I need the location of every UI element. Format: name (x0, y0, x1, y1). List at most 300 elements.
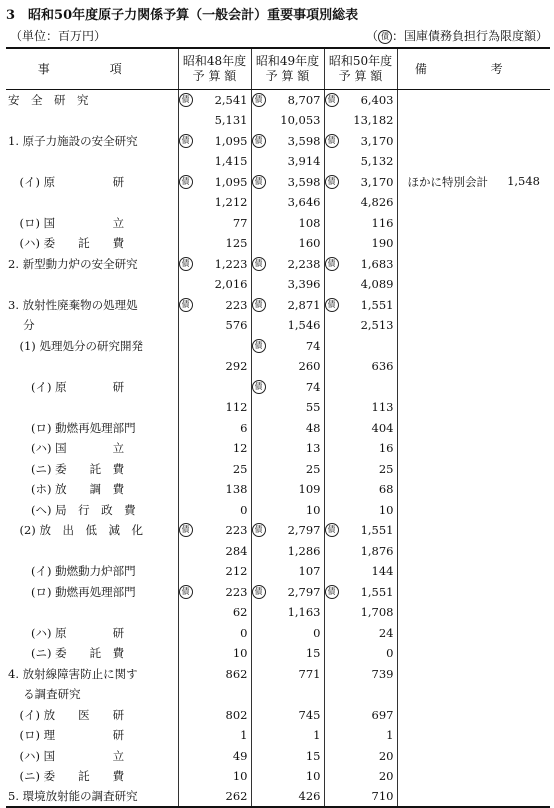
table-row (6, 459, 550, 480)
amount-value: 739 (371, 666, 394, 681)
table-row (6, 500, 550, 521)
row-value-y2 (251, 131, 324, 152)
amount-value: 2,871 (287, 297, 321, 312)
row-item-label: 3. 放射性廃棄物の処理処 (6, 295, 178, 316)
row-remark (397, 254, 550, 275)
amount-value: 0 (313, 625, 321, 640)
unit-note: （単位：百万円） (10, 29, 107, 43)
amount-value: 697 (371, 707, 394, 722)
row-value-y3 (324, 705, 397, 726)
row-remark (397, 110, 550, 131)
row-value-y3 (324, 541, 397, 562)
row-value-y1 (178, 602, 251, 623)
debt-mark: 債 (325, 585, 339, 599)
row-value-y1 (178, 397, 251, 418)
row-value-y3 (324, 643, 397, 664)
amount-value: 284 (225, 543, 248, 558)
amount-value: 138 (225, 482, 248, 497)
amount-value: 212 (225, 564, 248, 579)
debt-mark: 債 (325, 257, 339, 271)
row-value-y2 (251, 213, 324, 234)
row-value-y2 (251, 643, 324, 664)
row-item-label: (ハ) 国 立 (6, 438, 178, 459)
row-item-label (6, 397, 178, 418)
row-value-y2 (251, 684, 324, 705)
row-value-y1 (178, 664, 251, 685)
row-value-y3 (324, 356, 397, 377)
table-row (6, 561, 550, 582)
row-value-y2 (251, 336, 324, 357)
row-item-label (6, 541, 178, 562)
amount-value: 3,396 (287, 277, 321, 292)
row-value-y2 (251, 787, 324, 808)
row-item-label: 2. 新型動力炉の安全研究 (6, 254, 178, 275)
amount-value: 108 (298, 215, 321, 230)
amount-value: 636 (371, 359, 394, 374)
amount-value: 1,286 (287, 543, 321, 558)
row-item-label: (ロ) 理 研 (6, 725, 178, 746)
row-remark (397, 787, 550, 808)
row-value-y1 (178, 356, 251, 377)
amount-value: 10 (378, 502, 394, 517)
amount-value: 8,707 (287, 93, 321, 107)
row-value-y3 (324, 664, 397, 685)
amount-value: 2,797 (287, 523, 321, 538)
remark-text: ほかに特別会計 (407, 174, 488, 189)
row-value-y1 (178, 479, 251, 500)
table-row (6, 397, 550, 418)
debt-mark: 債 (252, 523, 266, 537)
row-value-y3 (324, 274, 397, 295)
row-value-y2 (251, 766, 324, 787)
row-value-y1 (178, 459, 251, 480)
amount-value: 10 (305, 502, 321, 517)
row-value-y1 (178, 295, 251, 316)
amount-value: 20 (378, 769, 394, 784)
row-value-y2 (251, 315, 324, 336)
header-remarks: 備 考 (397, 48, 550, 90)
row-item-label: (ヘ) 局 行 政 費 (6, 500, 178, 521)
row-value-y2 (251, 725, 324, 746)
amount-value: 74 (305, 379, 321, 394)
amount-value: 6 (240, 420, 248, 435)
amount-value: 1,415 (214, 154, 248, 169)
header-fy50: 昭和50年度 予 算 額 (324, 48, 397, 90)
row-remark (397, 131, 550, 152)
row-item-label: (ニ) 委 託 費 (6, 643, 178, 664)
amount-value: 745 (298, 707, 321, 722)
row-remark (397, 664, 550, 685)
row-value-y2 (251, 500, 324, 521)
row-value-y1 (178, 643, 251, 664)
row-value-y3 (324, 459, 397, 480)
header-fy48: 昭和48年度 予 算 額 (178, 48, 251, 90)
amount-value: 2,238 (287, 256, 321, 271)
amount-value: 25 (305, 461, 321, 476)
row-value-y1 (178, 561, 251, 582)
table-row (6, 110, 550, 131)
remark-value: 1,548 (507, 173, 540, 188)
amount-value: 74 (305, 338, 321, 353)
row-item-label: 4. 放射線障害防止に関す (6, 664, 178, 685)
table-row (6, 582, 550, 603)
row-item-label: る調査研究 (6, 684, 178, 705)
row-value-y2 (251, 151, 324, 172)
table-row (6, 602, 550, 623)
row-value-y3 (324, 110, 397, 131)
row-value-y3 (324, 172, 397, 193)
row-item-label (6, 274, 178, 295)
row-value-y3 (324, 295, 397, 316)
amount-value: 0 (240, 502, 248, 517)
row-value-y1 (178, 438, 251, 459)
row-value-y2 (251, 110, 324, 131)
amount-value: 223 (225, 297, 248, 312)
row-remark (397, 623, 550, 644)
row-remark (397, 643, 550, 664)
row-remark (397, 438, 550, 459)
row-remark (397, 479, 550, 500)
debt-mark: 債 (325, 175, 339, 189)
amount-value: 6,403 (360, 93, 394, 107)
row-value-y2 (251, 438, 324, 459)
row-item-label (6, 356, 178, 377)
row-value-y1 (178, 151, 251, 172)
row-value-y1 (178, 274, 251, 295)
table-row (6, 213, 550, 234)
amount-value: 49 (232, 748, 248, 763)
header-fy49: 昭和49年度 予 算 額 (251, 48, 324, 90)
row-value-y2 (251, 254, 324, 275)
row-value-y2 (251, 377, 324, 398)
amount-value: 25 (232, 461, 248, 476)
amount-value: 862 (225, 666, 248, 681)
amount-value: 3,598 (287, 174, 321, 189)
amount-value: 1,551 (360, 523, 394, 538)
row-remark (397, 90, 550, 111)
row-value-y1 (178, 746, 251, 767)
row-value-y2 (251, 479, 324, 500)
row-value-y2 (251, 602, 324, 623)
table-row (6, 418, 550, 439)
row-value-y1 (178, 377, 251, 398)
row-item-label: (イ) 原 研 (6, 172, 178, 193)
row-remark (397, 500, 550, 521)
row-value-y2 (251, 397, 324, 418)
table-row (6, 377, 550, 398)
amount-value: 25 (378, 461, 394, 476)
row-item-label: (2) 放 出 低 減 化 (6, 520, 178, 541)
debt-mark: 債 (179, 134, 193, 148)
row-item-label (6, 151, 178, 172)
row-remark (397, 602, 550, 623)
row-value-y2 (251, 192, 324, 213)
amount-value: 48 (305, 420, 321, 435)
table-row (6, 172, 550, 193)
row-value-y1 (178, 172, 251, 193)
row-remark (397, 295, 550, 316)
row-value-y1 (178, 766, 251, 787)
table-row (6, 151, 550, 172)
table-row (6, 336, 550, 357)
table-row (6, 643, 550, 664)
page-title: 3 昭和50年度原子力関係予算（一般会計）重要事項別総表 (6, 8, 359, 23)
row-value-y3 (324, 315, 397, 336)
row-remark (397, 356, 550, 377)
row-value-y1 (178, 336, 251, 357)
table-row (6, 295, 550, 316)
amount-value: 3,170 (360, 174, 394, 189)
row-value-y2 (251, 356, 324, 377)
amount-value: 190 (371, 236, 394, 251)
row-value-y1 (178, 418, 251, 439)
amount-value: 1,223 (214, 256, 248, 271)
row-item-label: 1. 原子力施設の安全研究 (6, 131, 178, 152)
table-row (6, 192, 550, 213)
row-value-y2 (251, 274, 324, 295)
debt-mark: 債 (179, 298, 193, 312)
debt-mark: 債 (325, 298, 339, 312)
header-item: 事 項 (6, 48, 178, 90)
amount-value: 802 (225, 707, 248, 722)
row-value-y2 (251, 705, 324, 726)
row-value-y3 (324, 192, 397, 213)
row-value-y2 (251, 664, 324, 685)
row-value-y3 (324, 479, 397, 500)
amount-value: 1,163 (287, 605, 321, 620)
amount-value: 10 (232, 769, 248, 784)
amount-value: 223 (225, 584, 248, 599)
debt-mark: 債 (179, 93, 193, 107)
amount-value: 1,095 (214, 174, 248, 189)
row-value-y3 (324, 787, 397, 808)
row-remark (397, 213, 550, 234)
row-value-y2 (251, 582, 324, 603)
amount-value: 144 (371, 564, 394, 579)
row-value-y2 (251, 295, 324, 316)
row-remark (397, 172, 550, 193)
amount-value: 2,513 (360, 318, 394, 333)
amount-value: 55 (305, 400, 321, 415)
row-remark (397, 561, 550, 582)
row-value-y3 (324, 561, 397, 582)
row-value-y2 (251, 90, 324, 111)
row-value-y3 (324, 233, 397, 254)
row-value-y1 (178, 520, 251, 541)
amount-value: 2,541 (214, 93, 248, 107)
debt-mark: 債 (325, 523, 339, 537)
row-value-y2 (251, 623, 324, 644)
row-value-y3 (324, 684, 397, 705)
debt-mark: 債 (252, 339, 266, 353)
amount-value: 107 (298, 564, 321, 579)
amount-value: 10,053 (280, 113, 321, 128)
table-row (6, 705, 550, 726)
debt-mark: 債 (252, 298, 266, 312)
table-row (6, 356, 550, 377)
row-item-label: 安 全 研 究 (6, 90, 178, 111)
amount-value: 12 (232, 441, 248, 456)
amount-value: 3,598 (287, 133, 321, 148)
row-value-y1 (178, 192, 251, 213)
amount-value: 710 (371, 789, 394, 804)
row-value-y2 (251, 520, 324, 541)
row-value-y3 (324, 766, 397, 787)
row-value-y1 (178, 705, 251, 726)
amount-value: 223 (225, 523, 248, 538)
amount-value: 292 (225, 359, 248, 374)
row-value-y3 (324, 520, 397, 541)
row-value-y1 (178, 623, 251, 644)
row-remark (397, 397, 550, 418)
amount-value: 5,132 (360, 154, 394, 169)
debt-mark: 債 (378, 30, 392, 44)
amount-value: 77 (232, 215, 248, 230)
row-value-y1 (178, 684, 251, 705)
table-row (6, 315, 550, 336)
amount-value: 2,797 (287, 584, 321, 599)
amount-value: 1,551 (360, 584, 394, 599)
amount-value: 112 (225, 400, 248, 415)
row-remark (397, 725, 550, 746)
row-value-y2 (251, 746, 324, 767)
amount-value: 3,646 (287, 195, 321, 210)
table-row (6, 233, 550, 254)
debt-mark: 債 (325, 93, 339, 107)
row-value-y3 (324, 623, 397, 644)
row-value-y3 (324, 254, 397, 275)
row-value-y1 (178, 254, 251, 275)
row-remark (397, 766, 550, 787)
row-remark (397, 459, 550, 480)
row-value-y3 (324, 602, 397, 623)
debt-mark: 債 (179, 523, 193, 537)
amount-value: 1,212 (214, 195, 248, 210)
amount-value: 4,089 (360, 277, 394, 292)
table-row (6, 664, 550, 685)
amount-value: 1,683 (360, 256, 394, 271)
table-row (6, 725, 550, 746)
amount-value: 13 (305, 441, 321, 456)
amount-value: 1,095 (214, 133, 248, 148)
row-remark (397, 582, 550, 603)
row-value-y2 (251, 172, 324, 193)
row-value-y2 (251, 233, 324, 254)
row-value-y1 (178, 787, 251, 808)
row-item-label: (ハ) 原 研 (6, 623, 178, 644)
amount-value: 4,826 (360, 195, 394, 210)
row-remark (397, 746, 550, 767)
row-remark (397, 315, 550, 336)
row-remark (397, 274, 550, 295)
row-value-y1 (178, 582, 251, 603)
amount-value: 10 (232, 646, 248, 661)
row-value-y3 (324, 90, 397, 111)
row-item-label: (イ) 動燃動力炉部門 (6, 561, 178, 582)
row-item-label (6, 602, 178, 623)
row-value-y1 (178, 315, 251, 336)
debt-mark: 債 (325, 134, 339, 148)
row-value-y3 (324, 213, 397, 234)
row-value-y2 (251, 561, 324, 582)
row-item-label: (ニ) 委 託 費 (6, 766, 178, 787)
table-row (6, 90, 550, 111)
row-value-y3 (324, 377, 397, 398)
row-value-y2 (251, 418, 324, 439)
row-remark (397, 233, 550, 254)
amount-value: 116 (371, 215, 394, 230)
row-item-label: 分 (6, 315, 178, 336)
row-item-label (6, 192, 178, 213)
amount-value: 0 (386, 646, 394, 661)
row-item-label: (ハ) 委 託 費 (6, 233, 178, 254)
row-value-y3 (324, 500, 397, 521)
row-item-label: (ホ) 放 調 費 (6, 479, 178, 500)
amount-value: 10 (305, 769, 321, 784)
row-value-y1 (178, 90, 251, 111)
row-remark (397, 151, 550, 172)
amount-value: 1 (386, 728, 394, 743)
amount-value: 160 (298, 236, 321, 251)
row-item-label: (ニ) 委 託 費 (6, 459, 178, 480)
row-item-label: 5. 環境放射能の調査研究 (6, 787, 178, 808)
amount-value: 3,170 (360, 133, 394, 148)
amount-value: 16 (378, 441, 394, 456)
row-remark (397, 418, 550, 439)
amount-value: 3,914 (287, 154, 321, 169)
row-value-y3 (324, 746, 397, 767)
row-remark (397, 705, 550, 726)
amount-value: 62 (232, 605, 248, 620)
table-header-row (6, 48, 550, 90)
row-remark (397, 541, 550, 562)
table-row (6, 254, 550, 275)
row-value-y3 (324, 582, 397, 603)
debt-mark: 債 (179, 175, 193, 189)
table-row (6, 438, 550, 459)
row-item-label: (ハ) 国 立 (6, 746, 178, 767)
amount-value: 1,708 (360, 605, 394, 620)
row-value-y1 (178, 541, 251, 562)
table-row (6, 274, 550, 295)
debt-mark: 債 (252, 93, 266, 107)
amount-value: 771 (298, 666, 321, 681)
row-remark (397, 192, 550, 213)
amount-value: 125 (225, 236, 248, 251)
row-value-y3 (324, 725, 397, 746)
row-value-y1 (178, 131, 251, 152)
row-item-label: (ロ) 国 立 (6, 213, 178, 234)
legend-text: 国庫債務負担行為限度額） (403, 29, 548, 43)
amount-value: 2,016 (214, 277, 248, 292)
amount-value: 576 (225, 318, 248, 333)
amount-value: 1 (240, 728, 248, 743)
amount-value: 68 (378, 482, 394, 497)
row-value-y3 (324, 151, 397, 172)
row-item-label: (ロ) 動燃再処理部門 (6, 582, 178, 603)
table-row (6, 766, 550, 787)
amount-value: 24 (378, 625, 394, 640)
row-item-label: (イ) 放 医 研 (6, 705, 178, 726)
debt-mark: 債 (179, 257, 193, 271)
row-value-y3 (324, 418, 397, 439)
row-value-y1 (178, 500, 251, 521)
row-value-y3 (324, 438, 397, 459)
row-remark (397, 377, 550, 398)
row-value-y3 (324, 131, 397, 152)
table-row (6, 520, 550, 541)
debt-mark: 債 (252, 134, 266, 148)
